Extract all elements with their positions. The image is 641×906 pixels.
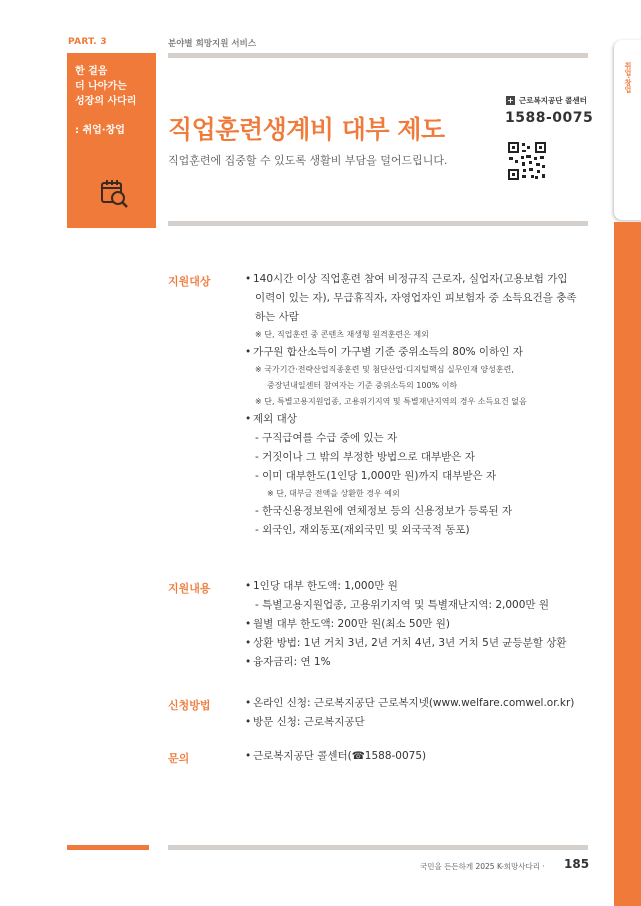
list-item: • 1인당 대부 한도액: 1,000만 원	[245, 580, 398, 592]
section-label-apply: 신청방법	[168, 699, 211, 712]
page-subtitle: 직업훈련에 집중할 수 있도록 생활비 부담을 덜어드립니다.	[168, 154, 448, 167]
section-label-eligibility: 지원대상	[168, 275, 211, 288]
list-item: • 월별 대부 한도액: 200만 원(최소 50만 원)	[245, 618, 451, 630]
chapter-sub: : 취업·창업	[75, 125, 125, 136]
section-label-inquiry: 문의	[168, 752, 190, 765]
part-label: PART. 3	[68, 37, 107, 47]
chapter-line-3: 성장의 사다리	[75, 96, 137, 107]
divider-gray-mid	[168, 221, 588, 226]
callcenter-label	[506, 95, 587, 106]
page-number: 185	[564, 857, 590, 871]
chapter-line-1: 한 걸음	[75, 66, 108, 77]
divider-orange-bottom	[67, 845, 149, 850]
section-apply	[245, 694, 590, 732]
callcenter-phone: 1588-0075	[505, 110, 594, 126]
sub-item: - 이미 대부한도(1인당 1,000만 원)까지 대부받은 자	[255, 470, 497, 482]
chapter-box-text	[75, 64, 136, 138]
list-item: • 근로복지공단 콜센터(☎1588-0075)	[245, 750, 427, 762]
list-item: • 융자금리: 연 1%	[245, 656, 331, 668]
list-item: • 가구원 합산소득이 가구별 기준 중위소득의 80% 이하인 자	[245, 346, 523, 358]
qr-code-icon[interactable]	[507, 141, 547, 181]
footer-text: 국민을 든든하게 2025 K-희망사다리 ·	[420, 862, 545, 871]
list-item: • 상환 방법: 1년 거치 3년, 2년 거치 4년, 3년 거치 5년 균등분할 상환	[245, 637, 567, 649]
sub-item: - 특별고용지원업종, 고용위기지역 및 특별재난지역: 2,000만 원	[255, 599, 550, 611]
list-item: • 140시간 이상 직업훈련 참여 비정규직 근로자, 실업자(고용보험 가입	[245, 273, 568, 285]
list-item: • 방문 신청: 근로복지공단	[245, 716, 365, 728]
section-inquiry	[245, 747, 590, 766]
section-eligibility	[245, 270, 590, 540]
note: ※ 단, 대부금 전액을 상환한 경우 예외	[267, 489, 400, 498]
callcenter-text: 근로복지공단 콜센터	[519, 96, 587, 105]
list-item: • 제외 대상	[245, 413, 297, 425]
category-label: 분야별 희망지원 서비스	[168, 39, 257, 49]
note: ※ 국가기간·전략산업직종훈련 및 첨단산업·디지털핵심 실무인재 양성훈련,	[255, 365, 514, 374]
sub-item: - 구직급여를 수급 중에 있는 자	[255, 432, 398, 444]
list-item: • 온라인 신청: 근로복지공단 근로복지넷(www.welfare.comwel.or.kr)	[245, 697, 575, 709]
note: ※ 단, 특별고용지원업종, 고용위기지역 및 특별재난지역의 경우 소득요건 없음	[255, 397, 527, 406]
sub-item: - 거짓이나 그 밖의 부정한 방법으로 대부받은 자	[255, 451, 475, 463]
sub-item: - 한국신용정보원에 연체정보 등의 신용정보가 등록된 자	[255, 505, 513, 517]
note-cont: 중장년내일센터 참여자는 기준 중위소득의 100% 이하	[267, 381, 458, 390]
tab-employment-label: 취업·창업	[624, 62, 632, 93]
sub-item: - 외국인, 재외동포(재외국민 및 외국국적 동포)	[255, 524, 470, 536]
list-item-cont: 이력이 있는 자), 무급휴직자, 자영업자인 피보험자 중 소득요건을 충족	[255, 292, 577, 304]
divider-gray-bottom	[168, 845, 588, 850]
list-item-cont: 하는 사람	[255, 311, 299, 323]
chapter-line-2: 더 나아가는	[75, 81, 127, 92]
page-title: 직업훈련생계비 대부 제도	[168, 115, 445, 144]
calendar-search-icon	[100, 178, 130, 214]
side-accent-bar	[614, 222, 641, 906]
tab-employment[interactable]	[614, 40, 641, 220]
divider-gray-top	[168, 53, 588, 58]
section-support	[245, 577, 590, 672]
note: ※ 단, 직업훈련 중 콘텐츠 재생형 원격훈련은 제외	[255, 330, 429, 339]
section-label-support: 지원내용	[168, 582, 211, 595]
chapter-box	[67, 58, 156, 228]
plus-icon: +	[507, 96, 514, 105]
